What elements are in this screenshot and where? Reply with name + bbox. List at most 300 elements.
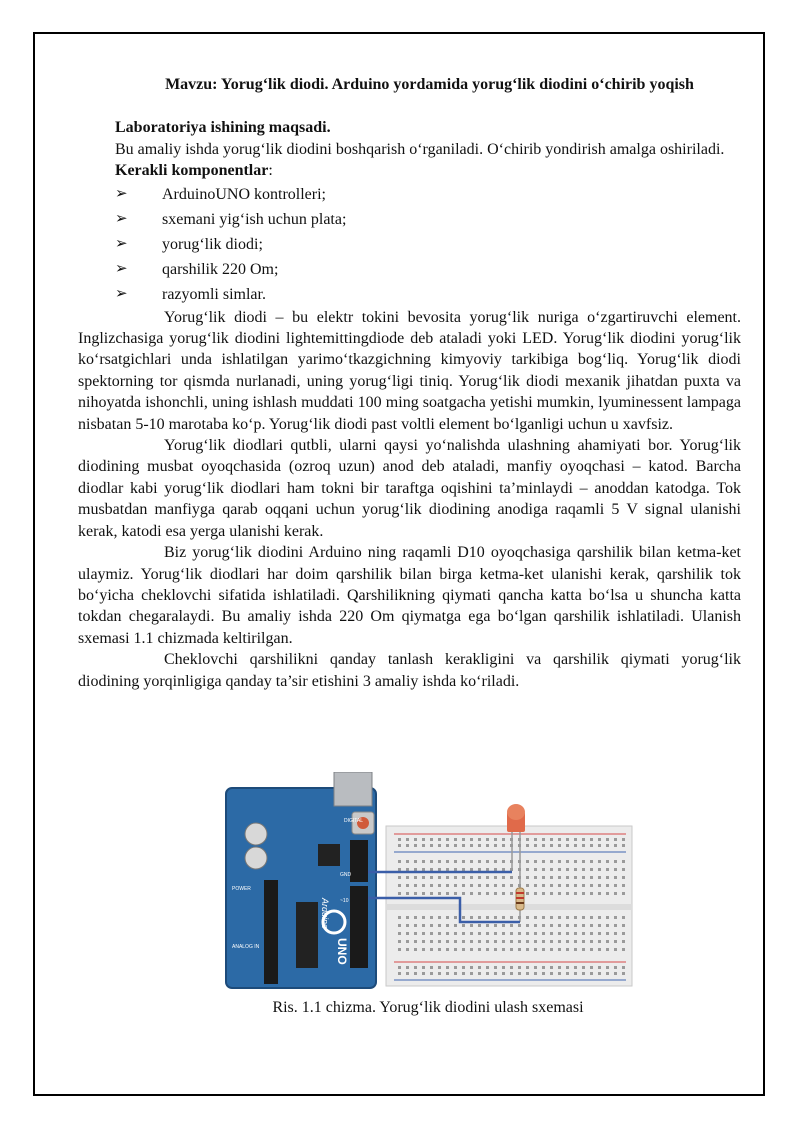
breadboard-hole	[422, 884, 425, 887]
breadboard-hole	[582, 868, 585, 871]
breadboard-hole	[622, 916, 625, 919]
breadboard-hole	[486, 892, 489, 895]
component-text: sxemani yig‘ish uchun plata;	[162, 210, 347, 228]
breadboard-hole	[502, 844, 505, 847]
breadboard-hole	[486, 860, 489, 863]
breadboard-hole	[486, 972, 489, 975]
goal-paragraph: Bu amaliy ishda yorug‘lik diodini boshqarish o‘rganiladi. O‘chirib yondirish amalga oshiriladi.	[115, 140, 725, 158]
breadboard-hole	[478, 884, 481, 887]
breadboard-hole	[446, 838, 449, 841]
board-brand-label: Arduino	[320, 898, 330, 930]
breadboard-hole	[478, 916, 481, 919]
breadboard-hole	[582, 844, 585, 847]
breadboard-hole	[422, 876, 425, 879]
breadboard-hole	[438, 940, 441, 943]
breadboard-hole	[398, 884, 401, 887]
breadboard-hole	[502, 966, 505, 969]
breadboard-hole	[550, 844, 553, 847]
paragraph-resistor-choice: Cheklovchi qarshilikni qanday tanlash kerakligini va qarshilik qiymati yorug‘lik diodining yorqinligiga qanday ta’sir etishini 3 amaliy ishda ko‘riladi.	[78, 651, 741, 690]
breadboard-hole	[414, 860, 417, 863]
breadboard-hole	[590, 838, 593, 841]
breadboard-hole	[622, 868, 625, 871]
breadboard-hole	[406, 940, 409, 943]
breadboard-hole	[550, 892, 553, 895]
breadboard-hole	[494, 932, 497, 935]
breadboard-hole	[446, 940, 449, 943]
right-header-upper	[350, 840, 368, 882]
paragraph-connection: Biz yorug‘lik diodini Arduino ning raqamli D10 oyoqchasiga qarshilik bilan ketma-ket ulaymiz. Yorug‘lik diodlari har doim qarshilik bilan birga ketma-ket ulanishi kerak, qarshilik tok bo‘yicha cheklovchi sifatida ishlatiladi. Qarshilikning qiymati qancha katta bo‘lsa u shuncha katta tokdan chegaralaydi. Bu amaliy ishda 220 Om qiymatga ega bo‘lgan qarshilik ishlatiladi. Ulanish sxemasi 1.1 chizmada keltirilgan.	[78, 544, 741, 647]
breadboard-hole	[574, 966, 577, 969]
breadboard-hole	[406, 884, 409, 887]
breadboard-hole	[502, 948, 505, 951]
breadboard-hole	[622, 892, 625, 895]
breadboard-hole	[526, 932, 529, 935]
breadboard-hole	[558, 838, 561, 841]
breadboard-hole	[454, 948, 457, 951]
breadboard-hole	[614, 844, 617, 847]
breadboard-hole	[606, 966, 609, 969]
breadboard-hole	[422, 892, 425, 895]
breadboard-hole	[582, 892, 585, 895]
breadboard-hole	[510, 932, 513, 935]
breadboard-hole	[438, 860, 441, 863]
breadboard-hole	[566, 884, 569, 887]
breadboard-hole	[430, 948, 433, 951]
wiring-diagram	[222, 772, 634, 990]
paragraph-led-definition: Yorug‘lik diodi – bu elektr tokini bevosita yorug‘lik nuriga o‘zgartiruvchi element. Inglizchasiga yorug‘lik diodini lightemittingdiode deb ataladi yoki LED. Yorug‘lik diodini yorug‘lik ko‘rsatgichlari unda ishlatilgan yarimo‘tkazgichning kimyoviy tarkibiga bog‘liq. Yorug‘lik diodi spektorning tor qismda nurlanadi, uning yorug‘ligi tiniq. Yorug‘lik diodi mexanik jihatdan puxta va nihoyatda ishonchli, uning ishlash muddati 100 ming soatgacha yetishi mumkin, lyuminessent lampaga nisbatan 5-10 marotaba ko‘p. Yorug‘lik diodi past voltli element bo‘lganligi uchun u xavfsiz.	[78, 308, 741, 433]
breadboard-hole	[614, 860, 617, 863]
breadboard-hole	[422, 966, 425, 969]
breadboard-hole	[454, 924, 457, 927]
breadboard-hole	[534, 924, 537, 927]
arrow-bullet-icon: ➢	[115, 210, 128, 227]
breadboard-hole	[574, 892, 577, 895]
breadboard-hole	[494, 924, 497, 927]
component-text: ArduinoUNO kontrolleri;	[162, 185, 326, 203]
breadboard-hole	[590, 844, 593, 847]
breadboard-hole	[598, 940, 601, 943]
breadboard-hole	[574, 884, 577, 887]
digital-label: DIGITAL	[344, 818, 364, 824]
breadboard-hole	[582, 916, 585, 919]
breadboard-hole	[526, 892, 529, 895]
breadboard-hole	[446, 924, 449, 927]
breadboard-hole	[614, 940, 617, 943]
breadboard-hole	[486, 838, 489, 841]
breadboard-hole	[446, 884, 449, 887]
breadboard-hole	[558, 844, 561, 847]
breadboard-hole	[582, 940, 585, 943]
breadboard-hole	[398, 924, 401, 927]
breadboard-hole	[478, 892, 481, 895]
left-header-strip	[264, 880, 278, 984]
breadboard-hole	[430, 860, 433, 863]
breadboard-hole	[398, 972, 401, 975]
breadboard-hole	[502, 972, 505, 975]
breadboard-hole	[406, 948, 409, 951]
breadboard-hole	[526, 844, 529, 847]
breadboard-hole	[454, 876, 457, 879]
breadboard-hole	[414, 924, 417, 927]
breadboard-hole	[446, 860, 449, 863]
breadboard-hole	[566, 860, 569, 863]
breadboard-hole	[606, 948, 609, 951]
breadboard-hole	[590, 924, 593, 927]
breadboard-hole	[478, 838, 481, 841]
breadboard-hole	[414, 966, 417, 969]
breadboard-hole	[542, 876, 545, 879]
breadboard-hole	[550, 916, 553, 919]
breadboard-hole	[534, 948, 537, 951]
list-item	[78, 282, 741, 307]
breadboard-hole	[502, 860, 505, 863]
breadboard-hole	[502, 924, 505, 927]
breadboard-hole	[574, 916, 577, 919]
breadboard-hole	[430, 876, 433, 879]
breadboard-hole	[574, 860, 577, 863]
breadboard-hole	[590, 948, 593, 951]
breadboard-hole	[486, 884, 489, 887]
component-text: razyomli simlar.	[162, 285, 266, 303]
breadboard-hole	[478, 868, 481, 871]
breadboard-hole	[438, 876, 441, 879]
breadboard-hole	[398, 940, 401, 943]
components-heading-colon: :	[268, 162, 273, 180]
breadboard-hole	[510, 966, 513, 969]
breadboard-hole	[534, 966, 537, 969]
breadboard-hole	[566, 932, 569, 935]
breadboard-hole	[430, 932, 433, 935]
breadboard-hole	[414, 892, 417, 895]
breadboard-hole	[462, 924, 465, 927]
breadboard-hole	[606, 940, 609, 943]
breadboard-hole	[454, 916, 457, 919]
breadboard-hole	[542, 860, 545, 863]
breadboard-hole	[526, 972, 529, 975]
breadboard-hole	[398, 932, 401, 935]
breadboard-hole	[406, 868, 409, 871]
breadboard-hole	[494, 940, 497, 943]
breadboard-hole	[398, 860, 401, 863]
breadboard-hole	[582, 884, 585, 887]
breadboard-hole	[406, 916, 409, 919]
breadboard-hole	[454, 972, 457, 975]
breadboard-hole	[574, 844, 577, 847]
breadboard-hole	[574, 932, 577, 935]
breadboard-hole	[414, 940, 417, 943]
usb-connector	[334, 772, 372, 806]
breadboard-hole	[462, 972, 465, 975]
breadboard-hole	[622, 860, 625, 863]
breadboard-hole	[598, 966, 601, 969]
breadboard-hole	[414, 972, 417, 975]
breadboard-hole	[550, 838, 553, 841]
breadboard-hole	[406, 892, 409, 895]
capacitor-1	[245, 823, 267, 845]
breadboard-hole	[526, 948, 529, 951]
breadboard-hole	[526, 876, 529, 879]
breadboard-hole	[446, 844, 449, 847]
breadboard-hole	[398, 916, 401, 919]
breadboard-hole	[422, 860, 425, 863]
breadboard-hole	[446, 932, 449, 935]
breadboard-hole	[550, 884, 553, 887]
breadboard-hole	[486, 948, 489, 951]
breadboard-hole	[502, 838, 505, 841]
breadboard-hole	[438, 884, 441, 887]
breadboard-hole	[438, 868, 441, 871]
breadboard-hole	[574, 972, 577, 975]
breadboard-hole	[478, 924, 481, 927]
components-heading-text: Kerakli komponentlar	[115, 162, 269, 180]
breadboard-hole	[470, 838, 473, 841]
breadboard-hole	[582, 838, 585, 841]
component-text: yorug‘lik diodi;	[162, 235, 263, 253]
breadboard-hole	[566, 940, 569, 943]
breadboard-hole	[414, 884, 417, 887]
breadboard-hole	[510, 892, 513, 895]
breadboard-hole	[614, 932, 617, 935]
breadboard-hole	[622, 844, 625, 847]
breadboard-hole	[470, 884, 473, 887]
breadboard-hole	[566, 916, 569, 919]
breadboard-hole	[454, 932, 457, 935]
breadboard-hole	[454, 940, 457, 943]
breadboard-hole	[462, 940, 465, 943]
breadboard-hole	[470, 966, 473, 969]
breadboard-hole	[414, 948, 417, 951]
breadboard-hole	[542, 838, 545, 841]
breadboard-hole	[590, 940, 593, 943]
breadboard-hole	[510, 884, 513, 887]
breadboard-hole	[542, 966, 545, 969]
breadboard-hole	[614, 972, 617, 975]
breadboard-hole	[486, 966, 489, 969]
breadboard-hole	[422, 972, 425, 975]
breadboard-hole	[454, 892, 457, 895]
breadboard-hole	[430, 966, 433, 969]
breadboard-hole	[542, 948, 545, 951]
breadboard-hole	[542, 940, 545, 943]
breadboard-hole	[438, 932, 441, 935]
breadboard-hole	[486, 932, 489, 935]
board-model-label: UNO	[335, 938, 349, 965]
breadboard-hole	[446, 868, 449, 871]
breadboard-hole	[582, 966, 585, 969]
breadboard-hole	[430, 924, 433, 927]
breadboard-hole	[414, 844, 417, 847]
breadboard-hole	[614, 868, 617, 871]
breadboard-hole	[590, 876, 593, 879]
breadboard-hole	[454, 844, 457, 847]
breadboard-hole	[422, 844, 425, 847]
breadboard-hole	[494, 868, 497, 871]
breadboard-hole	[598, 948, 601, 951]
breadboard-hole	[446, 892, 449, 895]
breadboard-hole	[414, 932, 417, 935]
breadboard-hole	[582, 972, 585, 975]
breadboard-hole	[470, 844, 473, 847]
breadboard-hole	[558, 932, 561, 935]
breadboard-hole	[550, 972, 553, 975]
breadboard-hole	[606, 868, 609, 871]
breadboard-hole	[534, 868, 537, 871]
breadboard-hole	[422, 932, 425, 935]
breadboard-hole	[590, 932, 593, 935]
breadboard-hole	[526, 916, 529, 919]
breadboard-hole	[430, 838, 433, 841]
breadboard-hole	[550, 868, 553, 871]
breadboard-hole	[550, 860, 553, 863]
breadboard-hole	[558, 972, 561, 975]
breadboard-hole	[478, 844, 481, 847]
breadboard-hole	[430, 868, 433, 871]
breadboard-hole	[566, 838, 569, 841]
breadboard-hole	[422, 838, 425, 841]
breadboard-hole	[526, 860, 529, 863]
breadboard-hole	[406, 972, 409, 975]
breadboard-hole	[534, 838, 537, 841]
breadboard-hole	[534, 932, 537, 935]
breadboard-hole	[550, 940, 553, 943]
breadboard-hole	[606, 916, 609, 919]
led-dome	[507, 804, 525, 820]
breadboard-hole	[470, 876, 473, 879]
breadboard-hole	[574, 948, 577, 951]
breadboard-hole	[574, 924, 577, 927]
breadboard-hole	[502, 884, 505, 887]
breadboard-hole	[494, 876, 497, 879]
breadboard-hole	[494, 972, 497, 975]
breadboard-hole	[542, 892, 545, 895]
breadboard-hole	[406, 860, 409, 863]
pin-gnd-label: GND	[340, 872, 352, 878]
breadboard-hole	[470, 948, 473, 951]
breadboard-hole	[502, 940, 505, 943]
breadboard-hole	[494, 884, 497, 887]
breadboard-hole	[606, 860, 609, 863]
breadboard-hole	[534, 940, 537, 943]
breadboard-hole	[494, 948, 497, 951]
breadboard-hole	[406, 932, 409, 935]
breadboard-hole	[534, 876, 537, 879]
breadboard-hole	[462, 948, 465, 951]
breadboard-hole	[502, 876, 505, 879]
breadboard-hole	[494, 966, 497, 969]
breadboard-hole	[438, 838, 441, 841]
breadboard-hole	[510, 948, 513, 951]
figure-caption: Ris. 1.1 chizma. Yorug‘lik diodini ulash sxemasi	[272, 999, 584, 1016]
breadboard-hole	[622, 876, 625, 879]
arrow-bullet-icon: ➢	[115, 260, 128, 277]
components-list	[78, 182, 741, 307]
breadboard-hole	[606, 844, 609, 847]
breadboard-hole	[446, 972, 449, 975]
breadboard-hole	[470, 892, 473, 895]
breadboard-hole	[462, 844, 465, 847]
breadboard-hole	[542, 868, 545, 871]
document-body	[78, 74, 741, 692]
component-text: qarshilik 220 Om;	[162, 260, 279, 278]
breadboard-hole	[446, 916, 449, 919]
breadboard-hole	[518, 932, 521, 935]
breadboard-hole	[398, 838, 401, 841]
arduino-board	[226, 772, 376, 988]
breadboard-hole	[502, 916, 505, 919]
breadboard-hole	[598, 916, 601, 919]
breadboard-hole	[462, 966, 465, 969]
breadboard-hole	[550, 876, 553, 879]
breadboard-hole	[566, 966, 569, 969]
breadboard-hole	[550, 932, 553, 935]
breadboard-hole	[598, 876, 601, 879]
breadboard-hole	[406, 838, 409, 841]
breadboard-hole	[470, 940, 473, 943]
breadboard-hole	[438, 916, 441, 919]
breadboard-hole	[526, 868, 529, 871]
breadboard-hole	[598, 860, 601, 863]
breadboard-hole	[494, 844, 497, 847]
breadboard-hole	[534, 972, 537, 975]
breadboard-hole	[598, 884, 601, 887]
breadboard-hole	[518, 966, 521, 969]
breadboard-hole	[526, 884, 529, 887]
breadboard-hole	[430, 892, 433, 895]
breadboard-hole	[582, 948, 585, 951]
breadboard-hole	[582, 876, 585, 879]
breadboard-hole	[566, 844, 569, 847]
breadboard-hole	[486, 940, 489, 943]
breadboard-hole	[558, 948, 561, 951]
breadboard-hole	[454, 868, 457, 871]
breadboard-hole	[446, 948, 449, 951]
breadboard-hole	[622, 924, 625, 927]
arrow-bullet-icon: ➢	[115, 285, 128, 302]
breadboard-hole	[486, 844, 489, 847]
breadboard-hole	[598, 838, 601, 841]
breadboard-hole	[622, 838, 625, 841]
usb-chip	[318, 844, 340, 866]
breadboard-hole	[566, 876, 569, 879]
breadboard-hole	[414, 876, 417, 879]
breadboard-hole	[462, 876, 465, 879]
breadboard-hole	[430, 916, 433, 919]
breadboard-hole	[454, 966, 457, 969]
breadboard-hole	[566, 972, 569, 975]
breadboard-hole	[558, 860, 561, 863]
breadboard-hole	[558, 924, 561, 927]
breadboard-hole	[494, 916, 497, 919]
arrow-bullet-icon: ➢	[115, 185, 128, 202]
breadboard-hole	[398, 868, 401, 871]
breadboard-hole	[518, 972, 521, 975]
breadboard-hole	[462, 884, 465, 887]
breadboard-hole	[614, 892, 617, 895]
breadboard-hole	[606, 924, 609, 927]
breadboard-hole	[478, 948, 481, 951]
breadboard-hole	[622, 966, 625, 969]
power-label: POWER	[232, 886, 251, 892]
breadboard-hole	[614, 924, 617, 927]
pin-10-label: ~10	[340, 898, 349, 904]
breadboard-hole	[478, 972, 481, 975]
breadboard-hole	[406, 966, 409, 969]
breadboard-hole	[494, 892, 497, 895]
breadboard-hole	[398, 892, 401, 895]
breadboard-hole	[606, 838, 609, 841]
breadboard-hole	[598, 844, 601, 847]
breadboard-hole	[614, 948, 617, 951]
